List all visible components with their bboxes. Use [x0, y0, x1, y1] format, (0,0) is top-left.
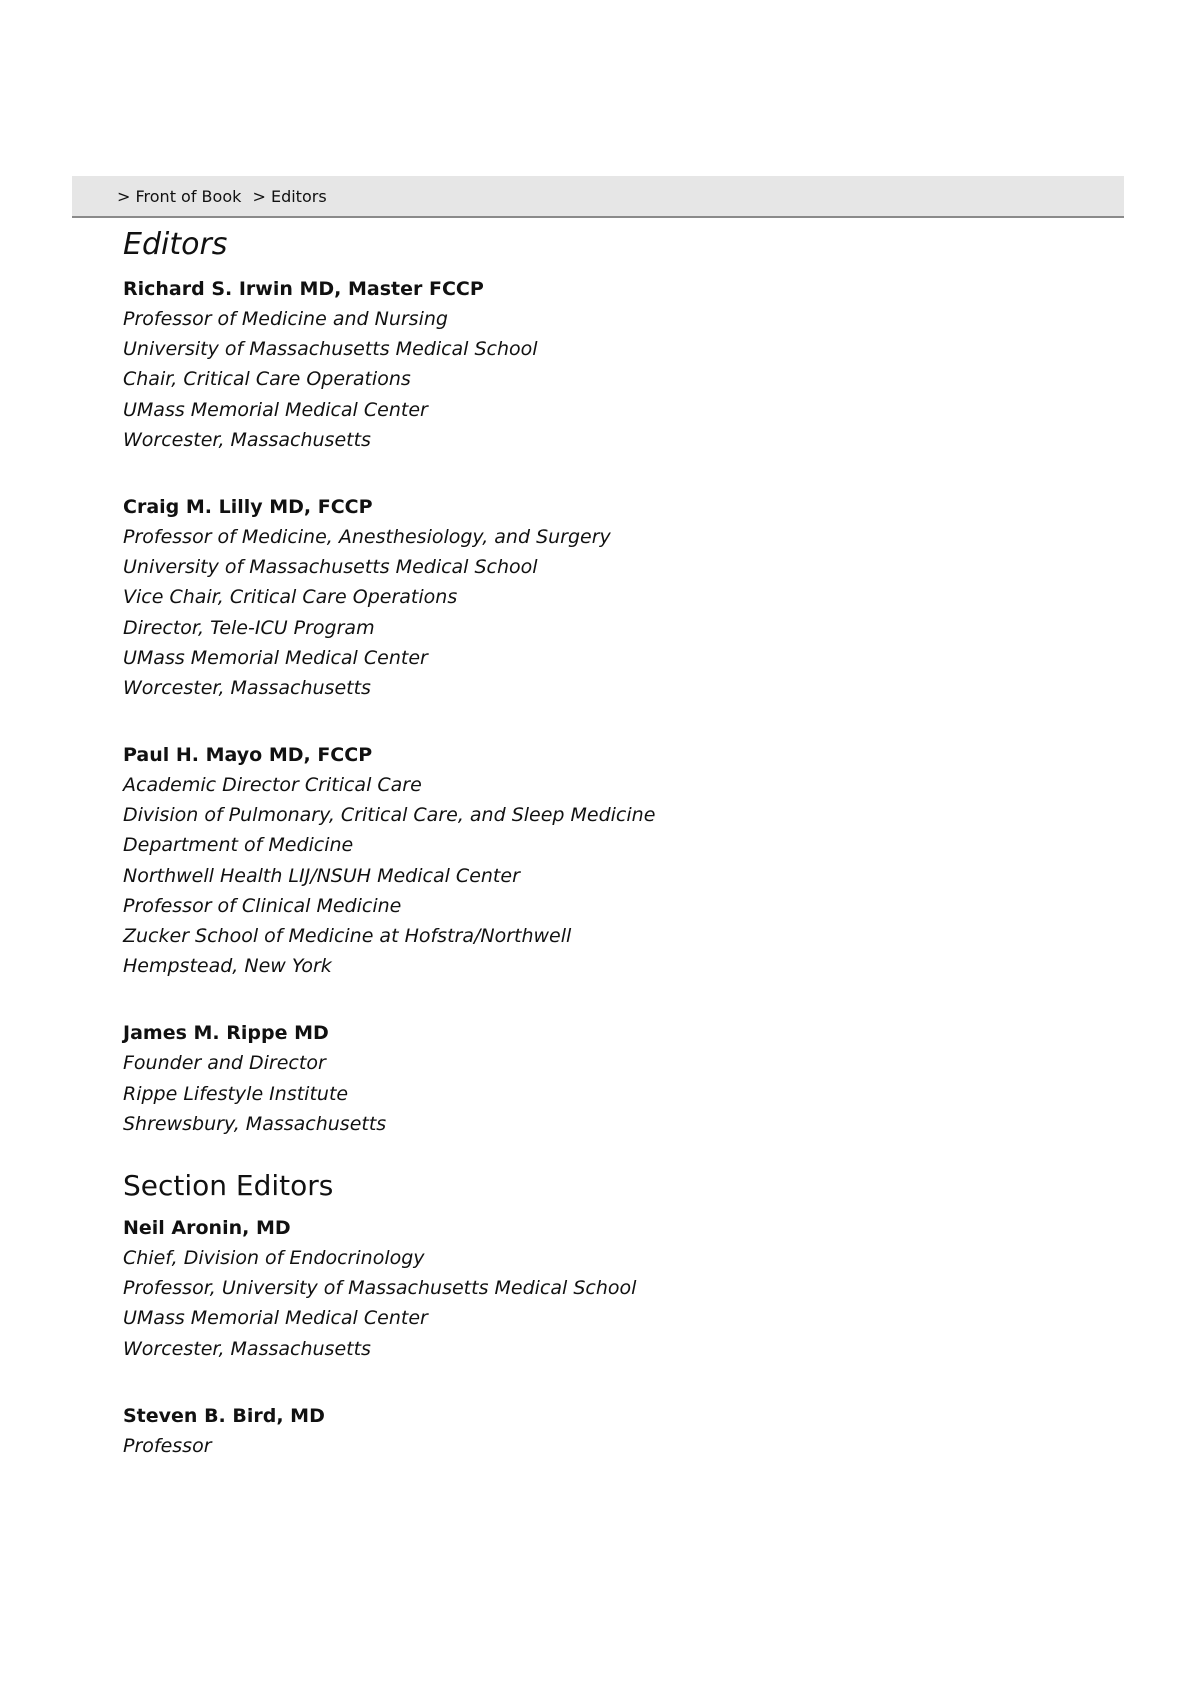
- section-editors-list: [123, 1213, 1103, 1461]
- editor-affiliation-line: UMass Memorial Medical Center: [123, 398, 428, 421]
- editors-list: [123, 274, 1103, 1139]
- editor-affiliation-line: University of Massachusetts Medical School: [123, 556, 538, 579]
- editor-entry: [123, 1401, 1103, 1461]
- editor-name: James M. Rippe MD: [123, 1022, 329, 1045]
- section-title: Section Editors: [123, 1168, 334, 1202]
- editor-affiliation-line: Professor of Medicine, Anesthesiology, and Surgery: [123, 525, 611, 548]
- editor-affiliation-line: Professor, University of Massachusetts Medical School: [123, 1277, 637, 1300]
- breadcrumb-bar: [72, 176, 1124, 218]
- editor-affiliation-line: Worcester, Massachusetts: [123, 1337, 371, 1360]
- editor-affiliation-line: Chair, Critical Care Operations: [123, 368, 411, 391]
- editor-affiliation-line: UMass Memorial Medical Center: [123, 1307, 428, 1330]
- editor-affiliation-line: Rippe Lifestyle Institute: [123, 1082, 349, 1105]
- editor-entry: [123, 740, 1103, 981]
- editor-affiliation-line: Northwell Health LIJ/NSUH Medical Center: [123, 864, 520, 887]
- breadcrumb: [117, 187, 333, 206]
- editor-affiliation-line: Chief, Division of Endocrinology: [123, 1246, 425, 1269]
- breadcrumb-item-editors[interactable]: > Editors: [252, 187, 327, 206]
- editor-affiliation-line: Hempstead, New York: [123, 955, 332, 978]
- page-title: Editors: [123, 227, 228, 262]
- editor-affiliation-line: Division of Pulmonary, Critical Care, and Sleep Medicine: [123, 804, 656, 827]
- editor-entry: [123, 1213, 1103, 1364]
- editor-affiliation-line: Academic Director Critical Care: [123, 774, 422, 797]
- editor-name: Craig M. Lilly MD, FCCP: [123, 495, 373, 518]
- editor-entry: [123, 274, 1103, 455]
- editor-affiliation-line: Department of Medicine: [123, 834, 354, 857]
- editor-affiliation-line: Professor of Medicine and Nursing: [123, 308, 448, 330]
- breadcrumb-item-front-of-book[interactable]: > Front of Book: [117, 187, 242, 206]
- editor-affiliation-line: Zucker School of Medicine at Hofstra/Northwell: [123, 925, 572, 947]
- editor-affiliation-line: Professor: [123, 1434, 212, 1457]
- editor-name: Richard S. Irwin MD, Master FCCP: [123, 278, 484, 300]
- editor-affiliation-line: Director, Tele-ICU Program: [123, 616, 375, 639]
- page-content: [123, 222, 1103, 1461]
- editor-affiliation-line: Worcester, Massachusetts: [123, 676, 371, 699]
- editor-entry: [123, 492, 1103, 703]
- editor-affiliation-line: Founder and Director: [123, 1052, 326, 1075]
- editor-name: Steven B. Bird, MD: [123, 1404, 325, 1427]
- editor-name: Paul H. Mayo MD, FCCP: [123, 744, 373, 767]
- editor-affiliation-line: Vice Chair, Critical Care Operations: [123, 586, 458, 609]
- editor-affiliation-line: University of Massachusetts Medical School: [123, 338, 538, 361]
- editor-entry: [123, 1018, 1103, 1139]
- editor-affiliation-line: UMass Memorial Medical Center: [123, 646, 428, 669]
- editor-affiliation-line: Professor of Clinical Medicine: [123, 894, 402, 917]
- editor-name: Neil Aronin, MD: [123, 1216, 291, 1239]
- editor-affiliation-line: Worcester, Massachusetts: [123, 428, 371, 451]
- editor-affiliation-line: Shrewsbury, Massachusetts: [123, 1112, 387, 1135]
